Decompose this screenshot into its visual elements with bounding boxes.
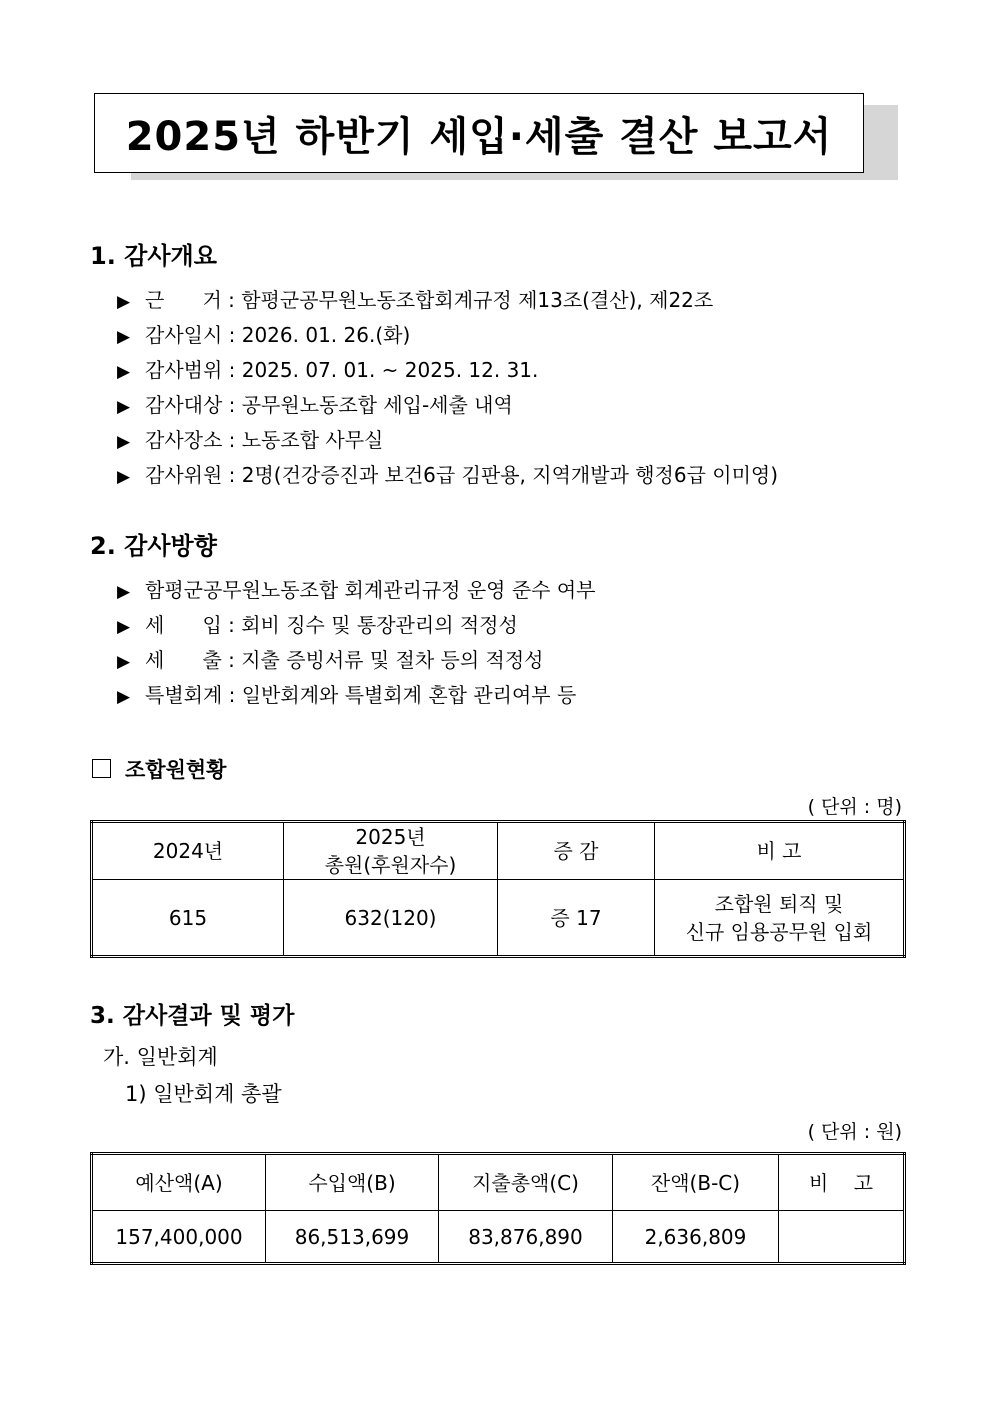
arrow-icon: ▶ bbox=[117, 582, 131, 602]
table-cell: 2,636,809 bbox=[613, 1211, 779, 1264]
note-line: 조합원 퇴직 및 bbox=[714, 891, 844, 916]
table-header-row bbox=[92, 822, 905, 880]
members-table bbox=[90, 820, 906, 958]
list-item bbox=[117, 319, 410, 348]
arrow-icon: ▶ bbox=[117, 362, 131, 382]
arrow-icon: ▶ bbox=[117, 397, 131, 417]
table-header-cell: 수입액(B) bbox=[266, 1154, 439, 1211]
list-item-text: 근 거 : 함평군공무원노동조합회계규정 제13조(결산), 제22조 bbox=[145, 288, 714, 312]
table-header-cell: 2024년 bbox=[92, 822, 284, 880]
members-heading-text: 조합원현황 bbox=[125, 758, 227, 782]
list-item-text: 감사장소 : 노동조합 사무실 bbox=[145, 428, 384, 452]
section2-heading: 2. 감사방향 bbox=[90, 532, 217, 560]
page-title: 2025년 하반기 세입·세출 결산 보고서 bbox=[125, 113, 833, 160]
list-item-text: 감사범위 : 2025. 07. 01. ~ 2025. 12. 31. bbox=[145, 358, 539, 382]
table-cell: 83,876,890 bbox=[439, 1211, 613, 1264]
members-heading bbox=[92, 754, 226, 784]
table-header-cell: 비 고 bbox=[779, 1154, 905, 1211]
list-item-text: 세 입 : 회비 징수 및 통장관리의 적정성 bbox=[145, 613, 518, 637]
table-cell: 632(120) bbox=[284, 880, 498, 957]
arrow-icon: ▶ bbox=[117, 327, 131, 347]
title-box bbox=[94, 93, 864, 173]
table-row bbox=[92, 1211, 905, 1264]
table-header-cell: 비 고 bbox=[655, 822, 905, 880]
table-header-cell: 증 감 bbox=[498, 822, 655, 880]
table-header-cell: 잔액(B-C) bbox=[613, 1154, 779, 1211]
list-item-text: 감사대상 : 공무원노동조합 세입-세출 내역 bbox=[145, 393, 513, 417]
arrow-icon: ▶ bbox=[117, 292, 131, 312]
arrow-icon: ▶ bbox=[117, 687, 131, 707]
arrow-icon: ▶ bbox=[117, 617, 131, 637]
general-unit: ( 단위 : 원) bbox=[807, 1121, 902, 1143]
table-header-row bbox=[92, 1154, 905, 1211]
header-line: 총원(후원자수) bbox=[324, 853, 457, 877]
note-line: 신규 임용공무원 입회 bbox=[685, 919, 873, 944]
general-account-table bbox=[90, 1152, 906, 1265]
list-item bbox=[117, 284, 713, 313]
list-item-text: 감사일시 : 2026. 01. 26.(화) bbox=[145, 323, 411, 347]
table-cell bbox=[779, 1211, 905, 1264]
table-cell: 615 bbox=[92, 880, 284, 957]
list-item-text: 세 출 : 지출 증빙서류 및 절차 등의 적정성 bbox=[145, 648, 544, 672]
list-item bbox=[117, 644, 544, 673]
table-cell: 157,400,000 bbox=[92, 1211, 266, 1264]
list-item bbox=[117, 424, 383, 453]
arrow-icon: ▶ bbox=[117, 432, 131, 452]
section3-heading: 3. 감사결과 및 평가 bbox=[90, 1003, 295, 1029]
list-item bbox=[117, 354, 538, 383]
table-cell bbox=[655, 880, 905, 957]
section1-heading: 1. 감사개요 bbox=[90, 242, 217, 270]
table-header-cell: 예산액(A) bbox=[92, 1154, 266, 1211]
header-line: 2025년 bbox=[355, 825, 426, 849]
members-unit: ( 단위 : 명) bbox=[807, 796, 902, 818]
list-item-text: 특별회계 : 일반회계와 특별회계 혼합 관리여부 등 bbox=[145, 683, 577, 707]
subheading-a: 가. 일반회계 bbox=[103, 1045, 218, 1069]
list-item bbox=[117, 574, 595, 603]
arrow-icon: ▶ bbox=[117, 652, 131, 672]
table-cell: 증 17 bbox=[498, 880, 655, 957]
list-item bbox=[117, 459, 778, 488]
list-item bbox=[117, 609, 518, 638]
table-row bbox=[92, 880, 905, 957]
list-item-text: 감사위원 : 2명(건강증진과 보건6급 김판용, 지역개발과 행정6급 이미영) bbox=[145, 463, 779, 487]
table-header-cell bbox=[284, 822, 498, 880]
list-item bbox=[117, 389, 513, 418]
list-item-text: 함평군공무원노동조합 회계관리규정 운영 준수 여부 bbox=[145, 578, 596, 602]
table-header-cell: 지출총액(C) bbox=[439, 1154, 613, 1211]
subheading-1: 1) 일반회계 총괄 bbox=[125, 1082, 282, 1106]
arrow-icon: ▶ bbox=[117, 467, 131, 487]
table-cell: 86,513,699 bbox=[266, 1211, 439, 1264]
list-item bbox=[117, 679, 576, 708]
square-icon bbox=[92, 759, 111, 778]
